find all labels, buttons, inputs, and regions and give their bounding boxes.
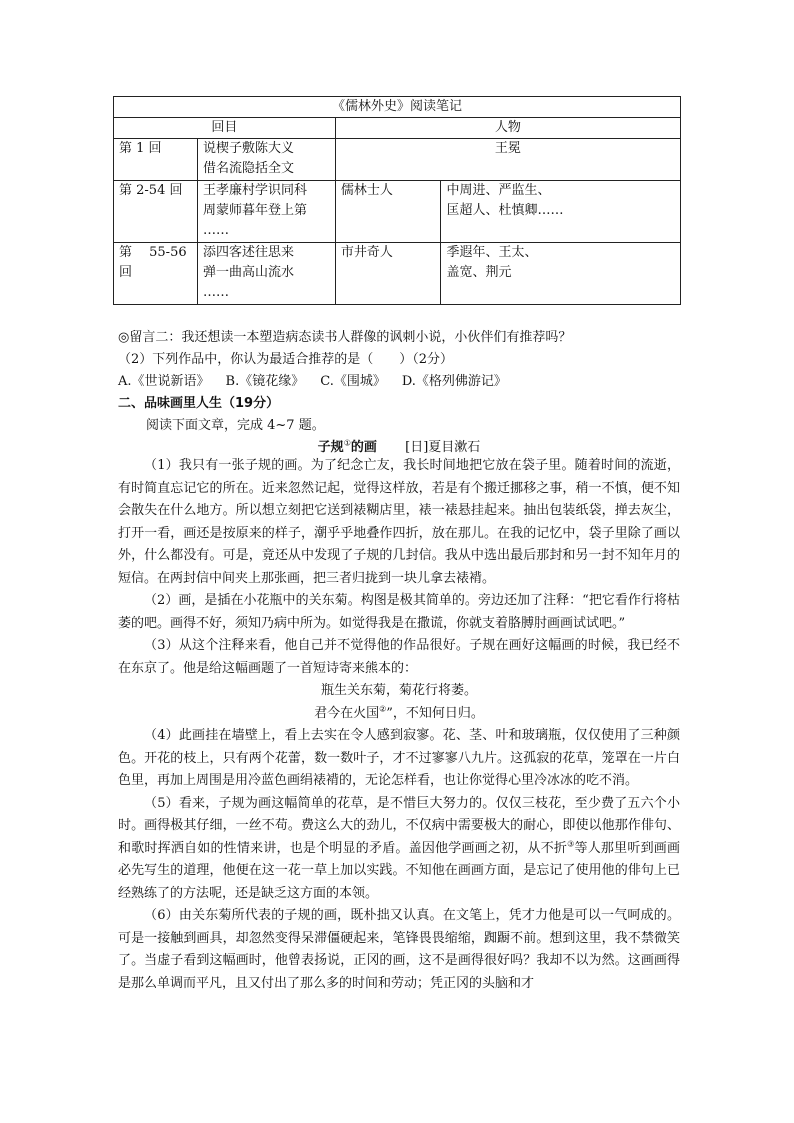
poem-line-2-b: ”，不知何日归。 bbox=[386, 705, 484, 721]
article-body bbox=[118, 455, 680, 995]
chapter-titles bbox=[197, 181, 335, 243]
paragraph-5-b: 等人那里听到画画必先写生的道理，他便在这一花一草上加以实践。不知他在画画方面，是忘记了使用他的俳句上已经熟练了的方法呢，还是缺乏这方面的本领。 bbox=[118, 840, 680, 901]
row-number-line: 回 bbox=[119, 265, 133, 280]
option-b: B.《镜花缘》 bbox=[225, 374, 305, 389]
option-c: C.《围城》 bbox=[320, 374, 386, 389]
chapter-line: 借名流隐括全文 bbox=[202, 161, 294, 176]
chapter-line: …… bbox=[202, 285, 229, 300]
paragraph-5 bbox=[118, 793, 680, 906]
answer-options bbox=[118, 371, 680, 393]
section-title: 二、品味画里人生（19分） bbox=[118, 396, 280, 411]
header-people: 人物 bbox=[335, 118, 680, 139]
people-cell bbox=[441, 243, 681, 305]
footnote-mark: ① bbox=[343, 438, 351, 448]
people-line: 季遐年、王太、 bbox=[446, 245, 538, 260]
article-title-rest: 的画 bbox=[350, 440, 377, 455]
paragraph-3: （3）从这个注释来看，他自己并不觉得他的作品很好。子规在画好这幅画的时候，我已经不在东京了。他是给这幅画题了一首短诗寄来熊本的： bbox=[118, 638, 680, 676]
row-number bbox=[114, 243, 198, 305]
people-line: 匡超人、杜慎卿…… bbox=[446, 203, 564, 218]
chapter-titles bbox=[197, 243, 335, 305]
instruction: 阅读下面文章，完成 4~7 题。 bbox=[146, 418, 325, 433]
table-row bbox=[114, 139, 681, 181]
table-title-row bbox=[114, 97, 681, 118]
row-number: 第 2-54 回 bbox=[114, 181, 198, 243]
article-author: [日]夏目漱石 bbox=[405, 440, 481, 455]
question-block bbox=[118, 327, 680, 459]
chapter-line: 周蒙师暮年登上第 bbox=[202, 203, 307, 218]
footnote-mark: ③ bbox=[567, 839, 575, 849]
chapter-line: 添四客述往思来 bbox=[202, 245, 294, 260]
people-line: 盖宽、荆元 bbox=[446, 265, 512, 280]
group-cell: 儒林士人 bbox=[335, 181, 441, 243]
table-header-row bbox=[114, 118, 681, 139]
chapter-line: …… bbox=[202, 223, 229, 238]
row-number: 第 1 回 bbox=[114, 139, 198, 181]
table-row bbox=[114, 181, 681, 243]
article-title-main: 子规 bbox=[317, 440, 344, 455]
row-number-line: 第 55-56 bbox=[119, 245, 187, 260]
person-cell: 王冕 bbox=[335, 139, 680, 181]
paragraph-4: （4）此画挂在墙壁上，看上去实在令人感到寂寥。花、茎、叶和玻璃瓶，仅仅使用了三种颜色。开花的枝上，只有两个花蕾，数一数叶子，才不过寥寥八九片。这孤寂的花草，笼罩在一片白色里，再加上周围是用冷蓝色画绢裱褙的，无论怎样看，也让你觉得心里冷冰冰的吃不消。 bbox=[118, 728, 680, 788]
chapter-line: 王孝廉村学识同科 bbox=[202, 183, 307, 198]
people-line: 中周进、严监生、 bbox=[446, 183, 551, 198]
poem-line-1: 瓶生关东菊，菊花行将萎。 bbox=[320, 683, 477, 698]
chapter-line: 说楔子敷陈大义 bbox=[202, 141, 294, 156]
paragraph-1: （1）我只有一张子规的画。为了纪念亡友，我长时间地把它放在袋子里。随着时间的流逝，有时简直忘记它的所在。近来忽然记起，觉得这样放，若是有个搬迁挪移之事，稍一不慎，便不知会散失在什么地方。所以想立刻把它送到裱糊店里，裱一裱悬挂起来。抽出包装纸袋，掸去灰尘，打开一看，画还是按原来的样子，潮乎乎地叠作四折，放在那儿。在我的记忆中，袋子里除了画以外，什么都没有。可是，竟还从中发现了子规的几封信。我从中选出最后那封和另一封不知年月的短信。在两封信中间夹上那张画，把三者归拢到一块儿拿去裱褙。 bbox=[118, 458, 680, 586]
table-title: 《儒林外史》阅读笔记 bbox=[114, 97, 681, 118]
poem-line-2 bbox=[118, 703, 680, 726]
option-d: D.《格列佛游记》 bbox=[401, 374, 507, 389]
paragraph-5-a: （5）看来，子规为画这幅简单的花草，是不惜巨大努力的。仅仅三枝花，至少费了五六个小时。画得极其仔细，一丝不苟。费这么大的劲儿，不仅病中需要极大的耐心，即使以他那作俳句、和歌时挥洒自如的性情来讲，也是个明显的矛盾。盖因他学画画之初，从不折 bbox=[118, 795, 680, 856]
message-two: ◎留言二：我还想读一本塑造病态读书人群像的讽刺小说，小伙伴们有推荐吗？ bbox=[118, 330, 572, 345]
chapter-titles bbox=[197, 139, 335, 181]
footnote-mark: ② bbox=[379, 704, 387, 714]
people-cell bbox=[441, 181, 681, 243]
option-a: A.《世说新语》 bbox=[118, 374, 210, 389]
group-cell: 市井奇人 bbox=[335, 243, 441, 305]
table-row bbox=[114, 243, 681, 305]
poem-line-2-a: 君今在火国 bbox=[314, 705, 380, 721]
paragraph-6: （6）由关东菊所代表的子规的画，既朴拙又认真。在文笔上，凭才力他是可以一气呵成的。可是一接触到画具，却忽然变得呆滞僵硬起来，笔锋畏畏缩缩，踟蹰不前。想到这里，我不禁微笑了。当虚子看到这幅画时，他曾表扬说，正冈的画，这不是画得很好吗？我却不以为然。这画画得是那么单调而平凡，且又付出了那么多的时间和劳动；凭正冈的头脑和才 bbox=[118, 908, 680, 991]
header-chapters: 回目 bbox=[114, 118, 336, 139]
chapter-line: 弹一曲高山流水 bbox=[202, 265, 294, 280]
paragraph-2: （2）画，是插在小花瓶中的关东菊。构图是极其简单的。旁边还加了注释：“把它看作行将枯萎的吧。画得不好，须知乃病中所为。如觉得我是在撒谎，你就支着胳膊肘画画试试吧。” bbox=[118, 593, 680, 631]
question-two: （2）下列作品中，你认为最适合推荐的是（ ）（2分） bbox=[118, 352, 454, 367]
reading-notes-table bbox=[113, 96, 681, 305]
